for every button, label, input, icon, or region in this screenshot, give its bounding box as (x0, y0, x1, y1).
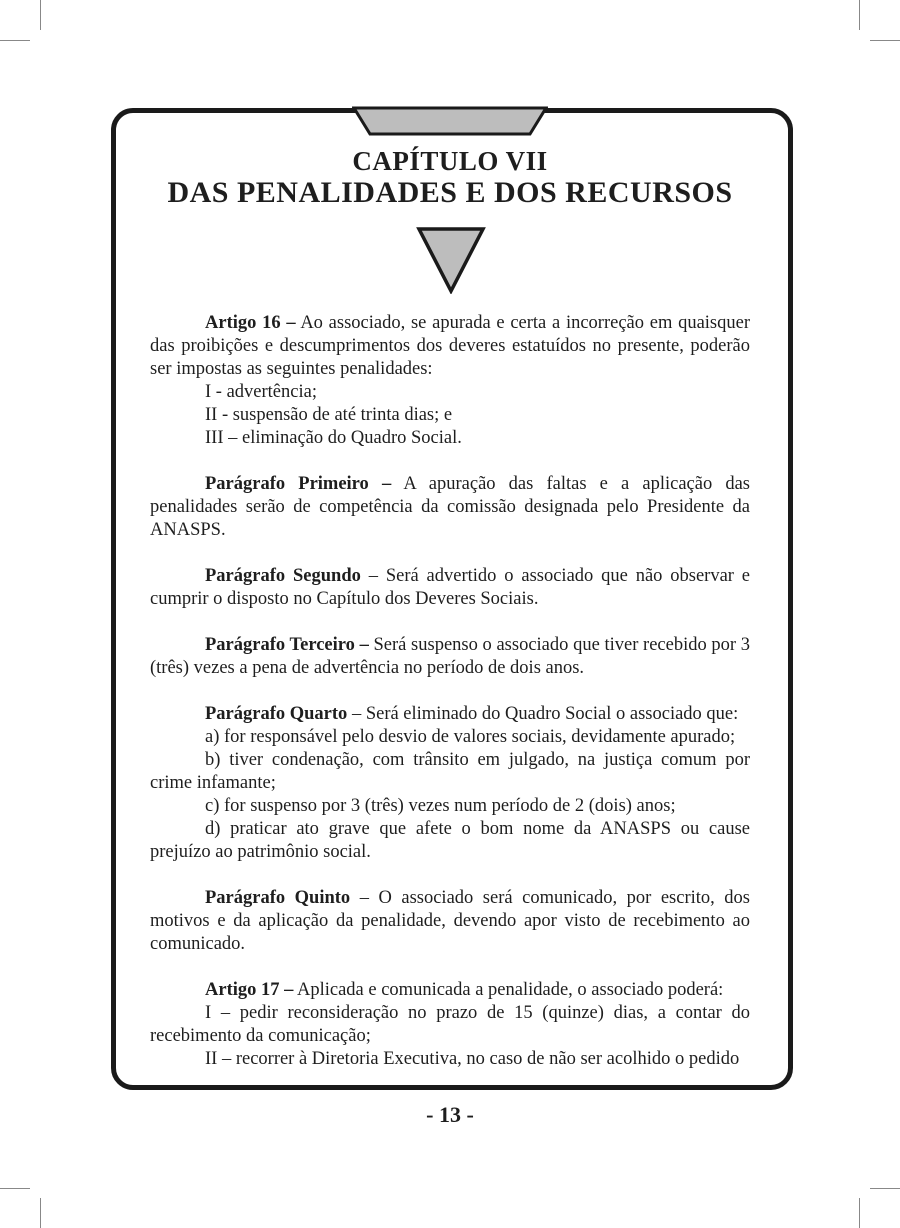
sub-item-b: b) tiver condenação, com trânsito em julgado, na justiça comum por crime infamante; (150, 750, 750, 793)
sub-item-d: d) praticar ato grave que afete o bom nome da ANASPS ou cause prejuízo ao patrimônio social. (150, 819, 750, 862)
chapter-number: CAPÍTULO VII (352, 146, 548, 176)
crop-mark (870, 1188, 900, 1189)
paragraph-first: Parágrafo Primeiro – A apuração das faltas e a aplicação das penalidades serão de competência da comissão designada pelo Presidente da ANASPS. (150, 474, 750, 540)
paragraph-second: Parágrafo Segundo – Será advertido o associado que não observar e cumprir o disposto no Capítulo dos Deveres Sociais. (150, 566, 751, 609)
chapter-title: DAS PENALIDADES E DOS RECURSOS (167, 176, 733, 209)
crop-mark (859, 0, 860, 30)
crop-mark (40, 1198, 41, 1228)
appeal-item-i: I – pedir reconsideração no prazo de 15 (quinze) dias, a contar do recebimento da comunicação; (150, 1003, 750, 1046)
crop-mark (0, 1188, 30, 1189)
crop-mark (0, 40, 30, 41)
paragraph-third: Parágrafo Terceiro – Será suspenso o associado que tiver recebido por 3 (três) vezes a pena de advertência no período de dois anos. (150, 635, 751, 678)
page-number: - 13 - (426, 1102, 474, 1127)
penalty-item: III – eliminação do Quadro Social. (205, 428, 462, 448)
document-body (150, 312, 750, 1071)
top-ornament (352, 106, 548, 136)
crop-mark (870, 40, 900, 41)
appeal-item-ii: II – recorrer à Diretoria Executiva, no caso de não ser acolhido o pedido (205, 1049, 740, 1069)
crop-mark (859, 1198, 860, 1228)
sub-item-c: c) for suspenso por 3 (três) vezes num período de 2 (dois) anos; (205, 796, 676, 816)
paragraph-fourth: Parágrafo Quarto – Será eliminado do Quadro Social o associado que: (205, 704, 739, 724)
crop-mark (40, 0, 41, 30)
sub-item-a: a) for responsável pelo desvio de valores sociais, devidamente apurado; (205, 727, 736, 747)
penalty-item: II - suspensão de até trinta dias; e (205, 405, 453, 425)
triangle-ornament (416, 226, 486, 294)
article-16: Artigo 16 – Ao associado, se apurada e certa a incorreção em quaisquer das proibições e descumprimentos dos deveres estatuídos no presente, poderão ser impostas as seguintes penalidades: (150, 313, 751, 379)
penalty-item: I - advertência; (205, 382, 317, 402)
paragraph-fifth: Parágrafo Quinto – O associado será comunicado, por escrito, dos motivos e da aplicação da penalidade, devendo apor visto de recebimento ao comunicado. (150, 888, 751, 954)
article-17: Artigo 17 – Aplicada e comunicada a penalidade, o associado poderá: (205, 980, 724, 1000)
